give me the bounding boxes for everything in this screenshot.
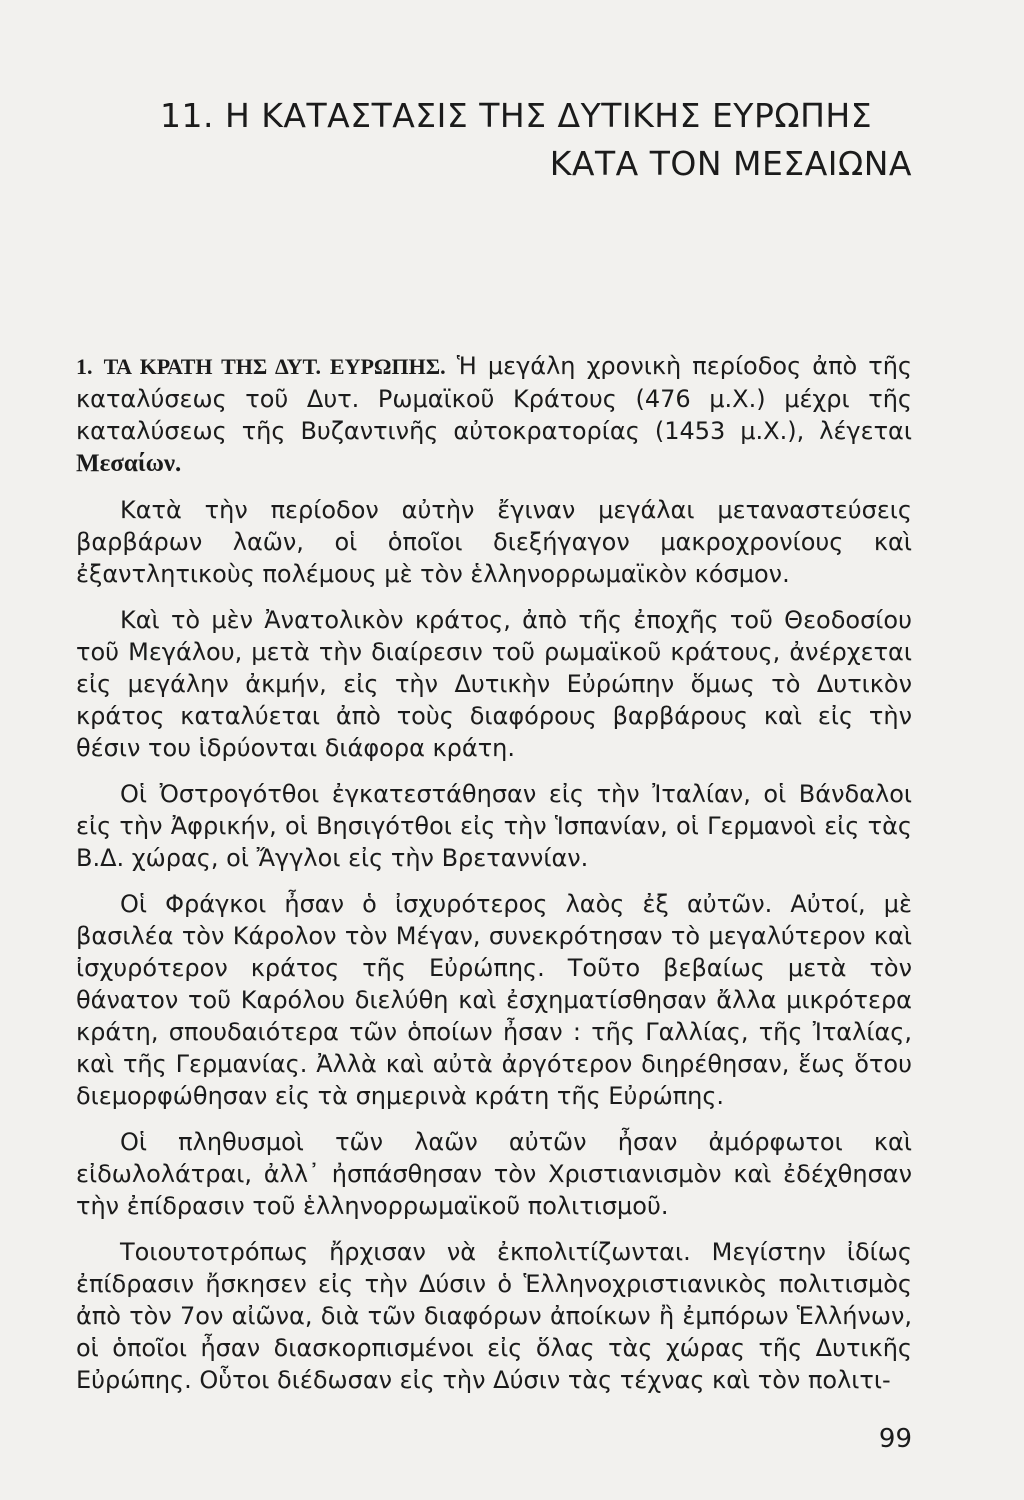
section-intro-text: Ἡ μεγάλη χρονικὴ περίοδος ἀπὸ τῆς καταλύσεως τοῦ Δυτ. Ρωμαϊκοῦ Κράτους (476 μ.Χ.) μέχρι τῆς καταλύσεως τῆς Βυζαντινῆς αὐτοκρατορίας (1453 μ.Χ.), λέγεται <box>76 352 912 445</box>
paragraph-5: Οἱ πληθυσμοὶ τῶν λαῶν αὐτῶν ἦσαν ἀμόρφωτοι καὶ εἰδωλολάτραι, ἀλλ᾽ ἠσπάσθησαν τὸν Χριστιανισμὸν καὶ ἐδέχθησαν τὴν ἐπίδρασιν τοῦ ἑλληνορρωμαϊκοῦ πολιτισμοῦ. <box>76 1128 912 1220</box>
paragraph-1: Κατὰ τὴν περίοδον αὐτὴν ἔγιναν μεγάλαι μεταναστεύσεις βαρβάρων λαῶν, οἱ ὁποῖοι διεξήγαγον μακροχρονίους καὶ ἐξαντλητικοὺς πολέμους μὲ τὸν ἑλληνορρωμαϊκὸν κόσμον. <box>76 496 912 588</box>
paragraph-6: Τοιουτοτρόπως ἤρχισαν νὰ ἐκπολιτίζωνται. Μεγίστην ἰδίως ἐπίδρασιν ἤσκησεν εἰς τὴν Δύσιν ὁ Ἑλληνοχριστιανικὸς πολιτισμὸς ἀπὸ τὸν 7ον αἰῶνα, διὰ τῶν διαφόρων ἀποίκων ἢ ἐμπόρων Ἑλλήνων, οἱ ὁποῖοι ἦσαν διασκορπισμένοι εἰς ὅλας τὰς χώρας τῆς Δυτικῆς Εὐρώπης. Οὗτοι διέδωσαν εἰς τὴν Δύσιν τὰς τέχνας καὶ τὸν πολιτι- <box>76 1238 912 1394</box>
chapter-heading-line-2: ΚΑΤΑ ΤΟΝ ΜΕΣΑΙΩΝΑ <box>549 144 912 183</box>
paragraph-3: Οἱ Ὀστρογότθοι ἐγκατεστάθησαν εἰς τὴν Ἰταλίαν, οἱ Βάνδαλοι εἰς τὴν Ἀφρικήν, οἱ Βησιγότθοι εἰς τὴν Ἱσπανίαν, οἱ Γερμανοὶ εἰς τὰς Β.Δ. χώρας, οἱ Ἄγγλοι εἰς τὴν Βρεταννίαν. <box>76 780 912 872</box>
section-number: 1. <box>76 354 93 379</box>
paragraph-2: Καὶ τὸ μὲν Ἀνατολικὸν κράτος, ἀπὸ τῆς ἐποχῆς τοῦ Θεοδοσίου τοῦ Μεγάλου, μετὰ τὴν διαίρεσιν τοῦ ρωμαϊκοῦ κράτους, ἀνέρχεται εἰς μεγάλην ἀκμήν, εἰς τὴν Δυτικὴν Εὐρώπην ὅμως τὸ Δυτικὸν κράτος καταλύεται ἀπὸ τοὺς διαφόρους βαρβάρους καὶ εἰς τὴν θέσιν του ἱδρύονται διάφορα κράτη. <box>76 606 912 762</box>
paragraph-4: Οἱ Φράγκοι ἦσαν ὁ ἰσχυρότερος λαὸς ἐξ αὐτῶν. Αὐτοί, μὲ βασιλέα τὸν Κάρολον τὸν Μέγαν, συνεκρότησαν τὸ μεγαλύτερον καὶ ἰσχυρότερον κράτος τῆς Εὐρώπης. Τοῦτο βεβαίως μετὰ τὸν θάνατον τοῦ Καρόλου διελύθη καὶ ἐσχηματίσθησαν ἄλλα μικρότερα κράτη, σπουδαιότερα τῶν ὁποίων ἦσαν : τῆς Γαλλίας, τῆς Ἰταλίας, καὶ τῆς Γερμανίας. Ἀλλὰ καὶ αὐτὰ ἀργότερον διηρέθησαν, ἕως ὅτου διεμορφώθησαν εἰς τὰ σημερινὰ κράτη τῆς Εὐρώπης. <box>76 890 912 1110</box>
section-bold-term: Μεσαίων. <box>76 450 182 477</box>
chapter-heading <box>160 92 912 188</box>
section-title: ΤΑ ΚΡΑΤΗ ΤΗΣ ΔΥΤ. ΕΥΡΩΠΗΣ. <box>103 354 446 379</box>
page-number: 99 <box>878 1424 912 1454</box>
page-body <box>76 350 912 1410</box>
section-intro-paragraph <box>76 350 912 480</box>
chapter-heading-line-1: 11. Η ΚΑΤΑΣΤΑΣΙΣ ΤΗΣ ΔΥΤΙΚΗΣ ΕΥΡΩΠΗΣ <box>160 96 873 135</box>
